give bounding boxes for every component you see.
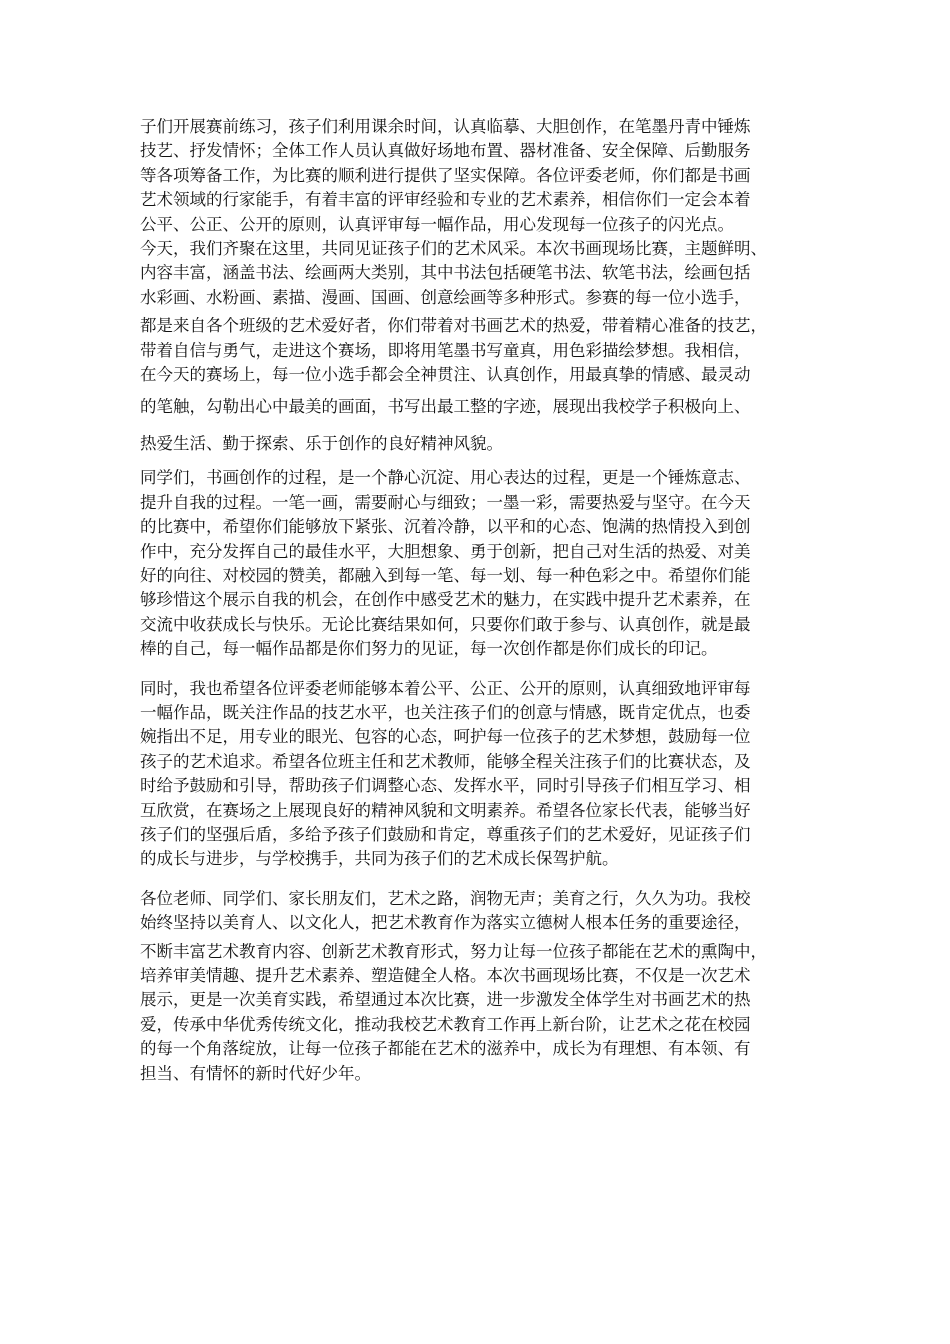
text-line: 等各项筹备工作，为比赛的顺利进行提供了坚实保障。各位评委老师，你们都是书画 (140, 165, 751, 185)
text-line: 艺术领域的行家能手，有着丰富的评审经验和专业的艺术素养，相信你们一定会本着 (140, 190, 751, 210)
text-line: 带着自信与勇气，走进这个赛场，即将用笔墨书写童真，用色彩描绘梦想。我相信， (140, 340, 751, 360)
text-line: 孩子们的坚强后盾，多给予孩子们鼓励和肯定，尊重孩子们的艺术爱好，见证孩子们 (140, 824, 751, 844)
text-line: 互欣赏，在赛场之上展现良好的精神风貌和文明素养。希望各位家长代表，能够当好 (140, 800, 751, 820)
text-line: 技艺、抒发情怀；全体工作人员认真做好场地布置、器材准备、安全保障、后勤服务 (140, 141, 751, 161)
paragraph-5 (140, 887, 820, 1086)
text-line: 今天，我们齐聚在这里，共同见证孩子们的艺术风采。本次书画现场比赛，主题鲜明、 (140, 239, 767, 259)
text-line: 一幅作品，既关注作品的技艺水平，也关注孩子们的创意与情感，既肯定优点，也委 (140, 702, 751, 722)
text-line: 时给予鼓励和引导，帮助孩子们调整心态、发挥水平，同时引导孩子们相互学习、相 (140, 776, 751, 796)
text-line: 培养审美情趣、提升艺术素养、塑造健全人格。本次书画现场比赛，不仅是一次艺术 (140, 966, 751, 985)
paragraph-1 (140, 115, 820, 237)
paragraph-4 (140, 677, 820, 872)
text-line: 同学们，书画创作的过程，是一个静心沉淀、用心表达的过程，更是一个锤炼意志、 (140, 468, 751, 488)
document-page (140, 115, 820, 1086)
text-line: 担当、有情怀的新时代好少年。 (140, 1063, 371, 1083)
paragraph-3 (140, 466, 820, 661)
text-line: 的比赛中，希望你们能够放下紧张、沉着冷静，以平和的心态、饱满的热情投入到创 (140, 517, 751, 537)
text-line: 作中，充分发挥自己的最佳水平，大胆想象、勇于创新，把自己对生活的热爱、对美 (140, 541, 751, 561)
text-line: 的成长与进步，与学校携手，共同为孩子们的艺术成长保驾护航。 (140, 849, 619, 869)
text-line: 公平、公正、公开的原则，认真评审每一幅作品，用心发现每一位孩子的闪光点。 (140, 214, 734, 234)
text-line: 爱，传承中华优秀传统文化，推动我校艺术教育工作再上新台阶，让艺术之花在校园 (140, 1014, 751, 1034)
text-line: 子们开展赛前练习，孩子们利用课余时间，认真临摹、大胆创作，在笔墨丹青中锤炼 (140, 117, 751, 136)
text-line: 水彩画、水粉画、素描、漫画、国画、创意绘画等多种形式。参赛的每一位小选手， (140, 287, 751, 307)
text-line: 婉指出不足，用专业的眼光、包容的心态，呵护每一位孩子的艺术梦想，鼓励每一位 (140, 727, 751, 747)
text-line: 棒的自己，每一幅作品都是你们努力的见证，每一次创作都是你们成长的印记。 (140, 639, 718, 659)
text-line: 在今天的赛场上，每一位小选手都会全神贯注、认真创作，用最真挚的情感、最灵动 (140, 365, 751, 385)
text-line: 不断丰富艺术教育内容、创新艺术教育形式，努力让每一位孩子都能在艺术的熏陶中， (140, 941, 767, 961)
text-line: 孩子的艺术追求。希望各位班主任和艺术教师，能够全程关注孩子们的比赛状态，及 (140, 751, 751, 771)
text-line: 各位老师、同学们、家长朋友们，艺术之路，润物无声；美育之行，久久为功。我校 (140, 888, 751, 908)
text-line: 热爱生活、勤于探索、乐于创作的良好精神风貌。 (140, 433, 503, 453)
text-line: 的笔触，勾勒出心中最美的画面，书写出最工整的字迹，展现出我校学子积极向上、 (140, 397, 751, 417)
text-line: 交流中收获成长与快乐。无论比赛结果如何，只要你们敢于参与、认真创作，就是最 (140, 614, 751, 634)
text-line: 提升自我的过程。一笔一画，需要耐心与细致；一墨一彩，需要热爱与坚守。在今天 (140, 492, 751, 512)
text-line: 都是来自各个班级的艺术爱好者，你们带着对书画艺术的热爱，带着精心准备的技艺， (140, 316, 767, 336)
text-line: 够珍惜这个展示自我的机会，在创作中感受艺术的魅力，在实践中提升艺术素养，在 (140, 590, 751, 610)
text-line: 好的向往、对校园的赞美，都融入到每一笔、每一划、每一种色彩之中。希望你们能 (140, 565, 751, 585)
text-line: 展示，更是一次美育实践，希望通过本次比赛，进一步激发全体学生对书画艺术的热 (140, 990, 751, 1010)
text-line: 内容丰富，涵盖书法、绘画两大类别，其中书法包括硬笔书法、软笔书法，绘画包括 (140, 263, 751, 283)
paragraph-2 (140, 237, 820, 456)
text-line: 的每一个角落绽放，让每一位孩子都能在艺术的滋养中，成长为有理想、有本领、有 (140, 1039, 751, 1059)
text-line: 始终坚持以美育人、以文化人，把艺术教育作为落实立德树人根本任务的重要途径， (140, 913, 751, 933)
text-line: 同时，我也希望各位评委老师能够本着公平、公正、公开的原则，认真细致地评审每 (140, 678, 751, 698)
